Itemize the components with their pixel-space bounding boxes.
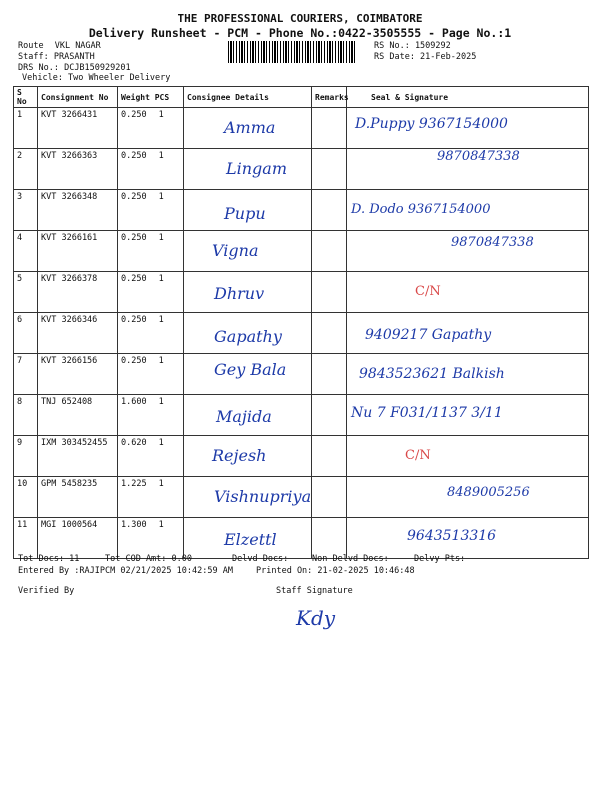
row-signature	[347, 149, 589, 190]
consignee-handwriting: Gapathy	[214, 327, 282, 346]
consignee-handwriting: Pupu	[224, 204, 266, 223]
row-weight-pcs	[118, 190, 184, 231]
staff-signature-mark: Kdy	[296, 606, 336, 630]
table-row	[14, 108, 589, 149]
row-consignee	[184, 149, 312, 190]
row-remarks	[312, 477, 347, 518]
signature-handwriting: 9870847338	[437, 149, 520, 164]
row-weight-pcs	[118, 436, 184, 477]
row-weight-pcs	[118, 313, 184, 354]
company-title: THE PROFESSIONAL COURIERS, COIMBATORE	[177, 12, 423, 25]
col-weight-pcs	[118, 87, 184, 108]
row-sno: 9	[14, 436, 38, 477]
row-signature	[347, 436, 589, 477]
row-weight: 0.250	[121, 151, 147, 161]
consignee-handwriting: Lingam	[226, 159, 287, 178]
staff-signature-label: Staff Signature	[276, 586, 353, 596]
drs-line	[18, 63, 131, 73]
row-pcs: 1	[158, 479, 164, 489]
col-consignee: Consignee Details	[184, 87, 312, 108]
row-consignment: KVT 3266431	[38, 108, 118, 149]
row-weight-pcs	[118, 231, 184, 272]
signature-handwriting: Nu 7 F031/1137 3/11	[351, 405, 503, 421]
staff-value: PRASANTH	[53, 52, 95, 62]
signature-handwriting: 9643513316	[407, 528, 497, 544]
row-weight: 0.250	[121, 233, 147, 243]
col-weight: Weight	[121, 92, 150, 102]
row-signature	[347, 518, 589, 559]
tot-docs: Tot Docs: 11	[18, 554, 80, 564]
row-consignment: KVT 3266378	[38, 272, 118, 313]
row-signature	[347, 231, 589, 272]
row-sno: 4	[14, 231, 38, 272]
drs-label: DRS No.:	[18, 63, 59, 73]
table-row	[14, 354, 589, 395]
col-sno: S No	[14, 87, 38, 108]
row-signature	[347, 108, 589, 149]
non-delvd-docs: Non Delvd Docs:	[312, 554, 389, 564]
delvd-docs: Delvd Docs:	[232, 554, 289, 564]
table-row	[14, 395, 589, 436]
signature-handwriting: D. Dodo 9367154000	[351, 202, 491, 217]
row-pcs: 1	[158, 274, 164, 284]
row-signature	[347, 272, 589, 313]
consignee-handwriting: Elzettl	[224, 530, 277, 549]
row-weight: 0.250	[121, 274, 147, 284]
row-weight: 1.225	[121, 479, 147, 489]
row-sno: 10	[14, 477, 38, 518]
row-remarks	[312, 395, 347, 436]
runsheet-table	[13, 86, 589, 559]
col-pcs: PCS	[154, 92, 170, 102]
row-consignment: KVT 3266156	[38, 354, 118, 395]
row-sno: 11	[14, 518, 38, 559]
entered-by: Entered By :RAJIPCM 02/21/2025 10:42:59 AM	[18, 566, 233, 576]
row-weight-pcs	[118, 272, 184, 313]
signature-handwriting: C/N	[405, 448, 431, 463]
row-consignee	[184, 231, 312, 272]
row-weight-pcs	[118, 395, 184, 436]
row-consignment: GPM 5458235	[38, 477, 118, 518]
row-weight: 1.300	[121, 520, 147, 530]
barcode	[228, 41, 356, 63]
row-weight-pcs	[118, 108, 184, 149]
row-weight: 0.250	[121, 315, 147, 325]
route-label: Route	[18, 41, 44, 51]
tot-cod: Tot COD Amt: 0.00	[105, 554, 192, 564]
row-signature	[347, 395, 589, 436]
row-weight: 0.250	[121, 356, 147, 366]
row-consignment: KVT 3266346	[38, 313, 118, 354]
runsheet-subtitle: Delivery Runsheet - PCM - Phone No.:0422-3505555 - Page No.:1	[88, 26, 512, 40]
row-pcs: 1	[158, 397, 164, 407]
row-weight: 0.250	[121, 110, 147, 120]
row-weight-pcs	[118, 149, 184, 190]
row-sno: 3	[14, 190, 38, 231]
row-pcs: 1	[158, 233, 164, 243]
row-sno: 5	[14, 272, 38, 313]
row-consignee	[184, 395, 312, 436]
table-row	[14, 313, 589, 354]
row-pcs: 1	[158, 520, 164, 530]
table-row	[14, 231, 589, 272]
row-sno: 1	[14, 108, 38, 149]
row-sno: 2	[14, 149, 38, 190]
printed-on: Printed On: 21-02-2025 10:46:48	[256, 566, 415, 576]
table-row	[14, 190, 589, 231]
row-consignee	[184, 436, 312, 477]
consignee-handwriting: Vigna	[212, 241, 259, 260]
row-weight-pcs	[118, 477, 184, 518]
col-signature: Seal & Signature	[347, 87, 589, 108]
staff-label: Staff:	[18, 52, 49, 62]
row-consignee	[184, 108, 312, 149]
row-consignee	[184, 190, 312, 231]
row-weight-pcs	[118, 518, 184, 559]
col-remarks: Remarks	[312, 87, 347, 108]
rs-number: RS No.: 1509292	[374, 41, 451, 51]
row-remarks	[312, 108, 347, 149]
col-consignment: Consignment No	[38, 87, 118, 108]
row-weight-pcs	[118, 354, 184, 395]
consignee-handwriting: Majida	[216, 407, 272, 426]
row-remarks	[312, 149, 347, 190]
table-row	[14, 518, 589, 559]
row-consignee	[184, 313, 312, 354]
row-remarks	[312, 272, 347, 313]
row-remarks	[312, 436, 347, 477]
row-sno: 8	[14, 395, 38, 436]
table-row	[14, 149, 589, 190]
row-pcs: 1	[158, 438, 164, 448]
route-line	[18, 41, 101, 51]
row-consignment: TNJ 652408	[38, 395, 118, 436]
row-consignee	[184, 354, 312, 395]
row-consignee	[184, 272, 312, 313]
row-remarks	[312, 354, 347, 395]
row-consignee	[184, 477, 312, 518]
row-pcs: 1	[158, 315, 164, 325]
signature-handwriting: 9870847338	[451, 235, 534, 250]
table-row	[14, 477, 589, 518]
row-weight: 0.250	[121, 192, 147, 202]
row-sno: 6	[14, 313, 38, 354]
signature-handwriting: 9843523621 Balkish	[359, 366, 505, 382]
signature-handwriting: 9409217 Gapathy	[365, 327, 492, 343]
row-signature	[347, 477, 589, 518]
row-consignment: KVT 3266363	[38, 149, 118, 190]
rs-date: RS Date: 21-Feb-2025	[374, 52, 477, 62]
verified-by: Verified By	[18, 586, 75, 596]
row-weight: 1.600	[121, 397, 147, 407]
row-consignment: IXM 303452455	[38, 436, 118, 477]
row-sno: 7	[14, 354, 38, 395]
row-remarks	[312, 231, 347, 272]
row-pcs: 1	[158, 110, 164, 120]
row-signature	[347, 354, 589, 395]
vehicle-line: Vehicle: Two Wheeler Delivery	[22, 73, 171, 83]
table-row	[14, 436, 589, 477]
row-remarks	[312, 190, 347, 231]
row-pcs: 1	[158, 192, 164, 202]
consignee-handwriting: Amma	[224, 118, 276, 137]
row-pcs: 1	[158, 356, 164, 366]
staff-line	[18, 52, 95, 62]
drs-value: DCJB150929201	[64, 63, 131, 73]
signature-handwriting: 8489005256	[447, 485, 530, 500]
row-remarks	[312, 313, 347, 354]
consignee-handwriting: Dhruv	[214, 284, 265, 303]
route-value: VKL NAGAR	[54, 41, 101, 51]
row-remarks	[312, 518, 347, 559]
row-signature	[347, 313, 589, 354]
signature-handwriting: D.Puppy 9367154000	[355, 116, 508, 132]
row-pcs: 1	[158, 151, 164, 161]
consignee-handwriting: Rejesh	[212, 446, 267, 465]
row-consignee	[184, 518, 312, 559]
consignee-handwriting: Vishnupriya	[214, 487, 312, 506]
consignee-handwriting: Gey Bala	[214, 360, 287, 379]
row-consignment: KVT 3266161	[38, 231, 118, 272]
delvy-pts: Delvy Pts:	[414, 554, 466, 564]
table-header-row	[14, 87, 589, 108]
row-signature	[347, 190, 589, 231]
row-consignment: KVT 3266348	[38, 190, 118, 231]
table-row	[14, 272, 589, 313]
row-consignment: MGI 1000564	[38, 518, 118, 559]
signature-handwriting: C/N	[415, 284, 441, 299]
row-weight: 0.620	[121, 438, 147, 448]
